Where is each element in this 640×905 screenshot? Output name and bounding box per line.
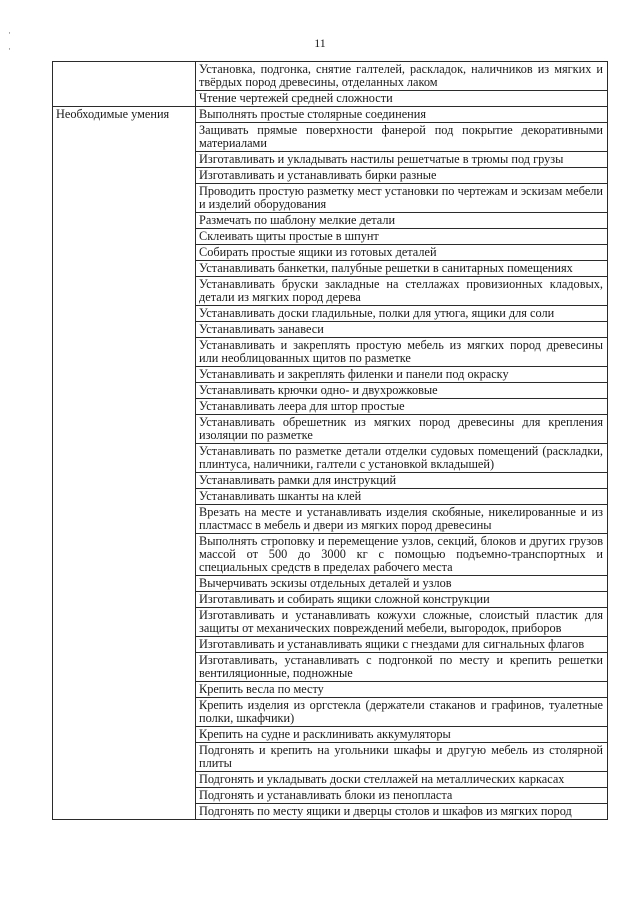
- skill-cell: Устанавливать леера для штор простые: [196, 399, 608, 415]
- skill-cell: Устанавливать занавеси: [196, 322, 608, 338]
- skill-cell: Вычерчивать эскизы отдельных деталей и узлов: [196, 576, 608, 592]
- skill-cell: Собирать простые ящики из готовых деталей: [196, 245, 608, 261]
- skill-cell: Врезать на месте и устанавливать изделия скобяные, никелированные и из пластмасс в мебель и двери из мягких пород древесины: [196, 505, 608, 534]
- table-row: [53, 107, 608, 123]
- skill-cell: Устанавливать шканты на клей: [196, 489, 608, 505]
- skill-cell: Подгонять и крепить на угольники шкафы и другую мебель из столярной плиты: [196, 743, 608, 772]
- skill-cell: Устанавливать банкетки, палубные решетки в санитарных помещениях: [196, 261, 608, 277]
- skill-cell: Устанавливать доски гладильные, полки для утюга, ящики для соли: [196, 306, 608, 322]
- margin-mark: ·: [8, 44, 11, 54]
- table-row: [53, 62, 608, 91]
- skill-cell: Склеивать щиты простые в шпунт: [196, 229, 608, 245]
- skill-cell: Размечать по шаблону мелкие детали: [196, 213, 608, 229]
- skill-cell: Изготавливать, устанавливать с подгонкой по месту и крепить решетки вентиляционные, подножные: [196, 653, 608, 682]
- skill-cell: Устанавливать обрешетник из мягких пород древесины для крепления изоляции по разметке: [196, 415, 608, 444]
- skill-cell: Устанавливать крючки одно- и двухрожковые: [196, 383, 608, 399]
- skill-cell: Изготавливать и укладывать настилы решетчатые в трюмы под грузы: [196, 152, 608, 168]
- skill-cell: Подгонять и устанавливать блоки из пенопласта: [196, 788, 608, 804]
- skill-cell: Устанавливать и закреплять филенки и панели под окраску: [196, 367, 608, 383]
- margin-mark: ·: [8, 28, 11, 38]
- skills-table-body: [53, 62, 608, 820]
- skill-cell: Устанавливать бруски закладные на стеллажах провизионных кладовых, детали из мягких пород дерева: [196, 277, 608, 306]
- skill-cell: Крепить весла по месту: [196, 682, 608, 698]
- skill-cell: Выполнять строповку и перемещение узлов, секций, блоков и других грузов массой от 500 до 3000 кг с помощью подъемно-транспортных и специальных средств в пределах рабочего места: [196, 534, 608, 576]
- skill-cell: Защивать прямые поверхности фанерой под покрытие декоративными материалами: [196, 123, 608, 152]
- skill-cell: Выполнять простые столярные соединения: [196, 107, 608, 123]
- skill-cell: Изготавливать и устанавливать бирки разные: [196, 168, 608, 184]
- skill-cell: Подгонять по месту ящики и дверцы столов и шкафов из мягких пород: [196, 804, 608, 820]
- skill-cell: Крепить изделия из оргстекла (держатели стаканов и графинов, туалетные полки, шкафчики): [196, 698, 608, 727]
- skill-cell: Чтение чертежей средней сложности: [196, 91, 608, 107]
- skills-table: [52, 61, 608, 820]
- skill-cell: Проводить простую разметку мест установки по чертежам и эскизам мебели и изделий оборудования: [196, 184, 608, 213]
- skill-cell: Изготавливать и устанавливать кожухи сложные, слоистый пластик для защиты от механических повреждений мебели, выгородок, приборов: [196, 608, 608, 637]
- skill-cell: Устанавливать по разметке детали отделки судовых помещений (раскладки, плинтуса, наличники, галтели с установкой вкладышей): [196, 444, 608, 473]
- skill-cell: Устанавливать и закреплять простую мебель из мягких пород древесины или необлицованных щитов по разметке: [196, 338, 608, 367]
- skill-cell: Устанавливать рамки для инструкций: [196, 473, 608, 489]
- skill-cell: Изготавливать и устанавливать ящики с гнездами для сигнальных флагов: [196, 637, 608, 653]
- page-number: 11: [314, 36, 326, 50]
- skill-cell: Крепить на судне и расклинивать аккумуляторы: [196, 727, 608, 743]
- skill-cell: Подгонять и укладывать доски стеллажей на металлических каркасах: [196, 772, 608, 788]
- skill-cell: Изготавливать и собирать ящики сложной конструкции: [196, 592, 608, 608]
- section-label: Необходимые умения: [53, 107, 196, 820]
- empty-label-cell: [53, 62, 196, 107]
- skill-cell: Установка, подгонка, снятие галтелей, раскладок, наличников из мягких и твёрдых пород древесины, отделанных лаком: [196, 62, 608, 91]
